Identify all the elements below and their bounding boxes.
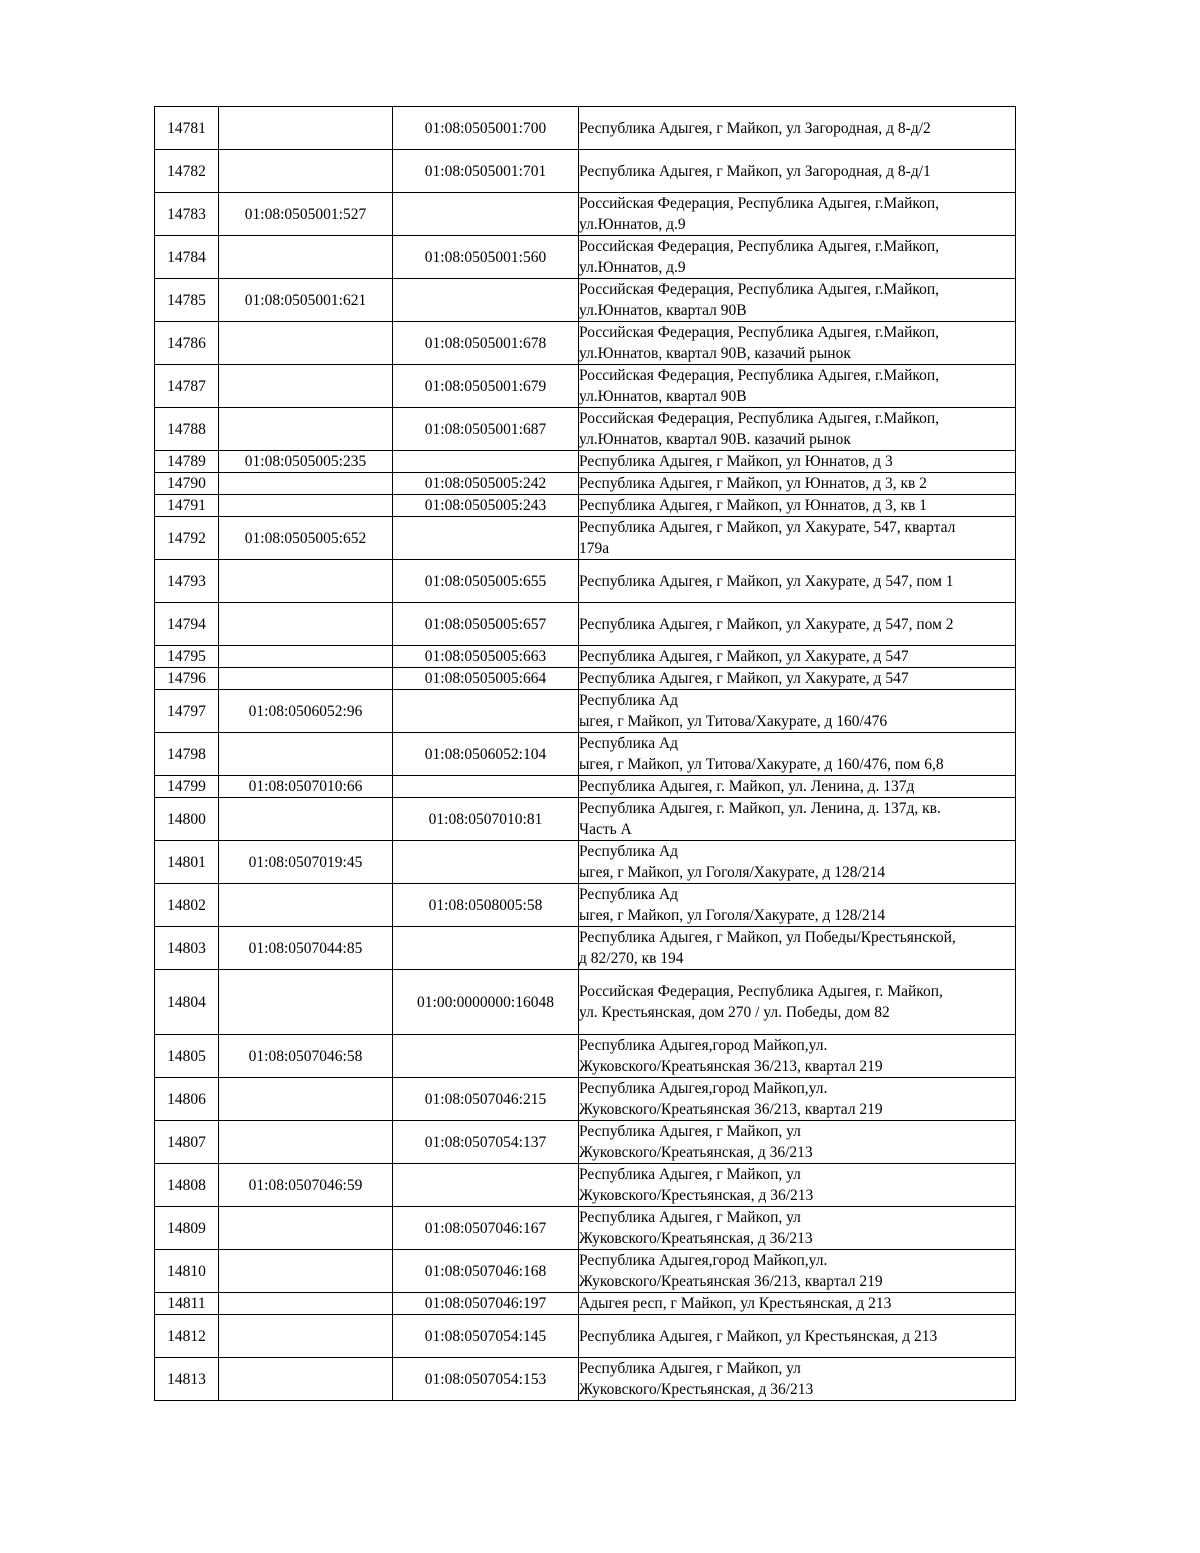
address-cell: Республика Адыгея, г Майкоп, ул Хакурате, д 547, пом 1	[579, 560, 1016, 603]
row-number: 14809	[155, 1207, 219, 1250]
row-number: 14796	[155, 668, 219, 690]
land-cadastral-number: 01:08:0505005:235	[219, 451, 393, 473]
address-cell: Республика Адыгея, г. Майкоп, ул. Ленина, д. 137д	[579, 776, 1016, 798]
table-row	[155, 150, 1016, 193]
land-cadastral-number: 01:08:0507044:85	[219, 927, 393, 970]
land-cadastral-number	[219, 884, 393, 927]
row-number: 14783	[155, 193, 219, 236]
address-cell: Республика Адыгея, г Майкоп, ул Хакурате, 547, квартал 179а	[579, 517, 1016, 560]
building-cadastral-number: 01:08:0507046:168	[393, 1250, 579, 1293]
address-cell: Республика Адыгея, г Майкоп, ул Хакурате, д 547, пом 2	[579, 603, 1016, 646]
table-row	[155, 107, 1016, 150]
building-cadastral-number	[393, 776, 579, 798]
row-number: 14781	[155, 107, 219, 150]
land-cadastral-number	[219, 365, 393, 408]
table-row	[155, 1121, 1016, 1164]
row-number: 14792	[155, 517, 219, 560]
row-number: 14784	[155, 236, 219, 279]
land-cadastral-number: 01:08:0505001:527	[219, 193, 393, 236]
row-number: 14791	[155, 495, 219, 517]
table-row	[155, 733, 1016, 776]
land-cadastral-number	[219, 1250, 393, 1293]
building-cadastral-number	[393, 841, 579, 884]
land-cadastral-number	[219, 150, 393, 193]
building-cadastral-number: 01:08:0505005:242	[393, 473, 579, 495]
address-cell: Республика Адыгея, г Майкоп, ул Жуковского/Креатьянская, д 36/213	[579, 1207, 1016, 1250]
row-number: 14795	[155, 646, 219, 668]
table-row	[155, 1315, 1016, 1358]
address-cell: Республика Адыгея, г. Майкоп, ул. Ленина, д. 137д, кв. Часть А	[579, 798, 1016, 841]
building-cadastral-number: 01:08:0505001:678	[393, 322, 579, 365]
table-row	[155, 776, 1016, 798]
row-number: 14798	[155, 733, 219, 776]
table-row	[155, 279, 1016, 322]
table-row	[155, 495, 1016, 517]
table-row	[155, 1250, 1016, 1293]
table-row	[155, 560, 1016, 603]
address-cell: Республика Адыгея, г Майкоп, ул Юннатов, д 3, кв 1	[579, 495, 1016, 517]
address-cell: Республика Адыгея,город Майкоп,ул. Жуковского/Креатьянская 36/213, квартал 219	[579, 1250, 1016, 1293]
building-cadastral-number: 01:08:0505001:700	[393, 107, 579, 150]
building-cadastral-number: 01:08:0505005:243	[393, 495, 579, 517]
row-number: 14794	[155, 603, 219, 646]
building-cadastral-number: 01:08:0507054:145	[393, 1315, 579, 1358]
land-cadastral-number: 01:08:0506052:96	[219, 690, 393, 733]
building-cadastral-number	[393, 193, 579, 236]
land-cadastral-number: 01:08:0507010:66	[219, 776, 393, 798]
address-cell: Республика Адыгея, г Майкоп, ул Загородная, д 8-д/2	[579, 107, 1016, 150]
address-cell: Республика Ад ыгея, г Майкоп, ул Титова/Хакурате, д 160/476	[579, 690, 1016, 733]
table-row	[155, 365, 1016, 408]
row-number: 14807	[155, 1121, 219, 1164]
building-cadastral-number: 01:08:0508005:58	[393, 884, 579, 927]
row-number: 14806	[155, 1078, 219, 1121]
row-number: 14790	[155, 473, 219, 495]
address-cell: Республика Адыгея, г Майкоп, ул Жуковского/Крестьянская, д 36/213	[579, 1164, 1016, 1207]
land-cadastral-number	[219, 473, 393, 495]
land-cadastral-number	[219, 495, 393, 517]
row-number: 14782	[155, 150, 219, 193]
land-cadastral-number	[219, 1358, 393, 1401]
address-cell: Республика Адыгея, г Майкоп, ул Хакурате, д 547	[579, 668, 1016, 690]
row-number: 14800	[155, 798, 219, 841]
row-number: 14813	[155, 1358, 219, 1401]
land-cadastral-number	[219, 236, 393, 279]
building-cadastral-number: 01:08:0505005:663	[393, 646, 579, 668]
building-cadastral-number: 01:08:0507054:153	[393, 1358, 579, 1401]
row-number: 14788	[155, 408, 219, 451]
land-cadastral-number	[219, 107, 393, 150]
row-number: 14786	[155, 322, 219, 365]
address-cell: Российская Федерация, Республика Адыгея, г.Майкоп, ул.Юннатов, квартал 90В, казачий рынок	[579, 322, 1016, 365]
land-cadastral-number	[219, 1293, 393, 1315]
table-row	[155, 1358, 1016, 1401]
building-cadastral-number: 01:08:0507010:81	[393, 798, 579, 841]
row-number: 14801	[155, 841, 219, 884]
address-cell: Российская Федерация, Республика Адыгея, г.Майкоп, ул.Юннатов, квартал 90В. казачий рынок	[579, 408, 1016, 451]
land-cadastral-number: 01:08:0505001:621	[219, 279, 393, 322]
row-number: 14805	[155, 1035, 219, 1078]
building-cadastral-number	[393, 279, 579, 322]
property-registry-table	[154, 106, 1016, 1401]
table-row	[155, 668, 1016, 690]
row-number: 14812	[155, 1315, 219, 1358]
land-cadastral-number	[219, 408, 393, 451]
row-number: 14787	[155, 365, 219, 408]
building-cadastral-number: 01:00:0000000:16048	[393, 970, 579, 1035]
row-number: 14799	[155, 776, 219, 798]
building-cadastral-number: 01:08:0506052:104	[393, 733, 579, 776]
land-cadastral-number: 01:08:0507046:58	[219, 1035, 393, 1078]
table-row	[155, 1207, 1016, 1250]
row-number: 14810	[155, 1250, 219, 1293]
land-cadastral-number	[219, 322, 393, 365]
address-cell: Республика Адыгея, г Майкоп, ул Победы/Крестьянской, д 82/270, кв 194	[579, 927, 1016, 970]
table-row	[155, 798, 1016, 841]
row-number: 14804	[155, 970, 219, 1035]
row-number: 14797	[155, 690, 219, 733]
land-cadastral-number	[219, 970, 393, 1035]
address-cell: Республика Адыгея, г Майкоп, ул Жуковского/Креатьянская, д 36/213	[579, 1121, 1016, 1164]
land-cadastral-number	[219, 798, 393, 841]
table-row	[155, 517, 1016, 560]
registry-body	[155, 107, 1016, 1401]
table-row	[155, 646, 1016, 668]
address-cell: Республика Адыгея,город Майкоп,ул. Жуковского/Креатьянская 36/213, квартал 219	[579, 1078, 1016, 1121]
land-cadastral-number	[219, 646, 393, 668]
table-row	[155, 1164, 1016, 1207]
table-row	[155, 1293, 1016, 1315]
row-number: 14802	[155, 884, 219, 927]
address-cell: Республика Адыгея, г Майкоп, ул Юннатов, д 3, кв 2	[579, 473, 1016, 495]
row-number: 14803	[155, 927, 219, 970]
building-cadastral-number: 01:08:0507054:137	[393, 1121, 579, 1164]
building-cadastral-number: 01:08:0507046:215	[393, 1078, 579, 1121]
table-row	[155, 236, 1016, 279]
building-cadastral-number	[393, 451, 579, 473]
address-cell: Российская Федерация, Республика Адыгея, г.Майкоп, ул.Юннатов, квартал 90В	[579, 279, 1016, 322]
table-row	[155, 690, 1016, 733]
land-cadastral-number: 01:08:0507019:45	[219, 841, 393, 884]
table-row	[155, 1035, 1016, 1078]
address-cell: Республика Ад ыгея, г Майкоп, ул Титова/Хакурате, д 160/476, пом 6,8	[579, 733, 1016, 776]
building-cadastral-number: 01:08:0505001:679	[393, 365, 579, 408]
building-cadastral-number	[393, 1035, 579, 1078]
address-cell: Республика Адыгея, г Майкоп, ул Загородная, д 8-д/1	[579, 150, 1016, 193]
table-row	[155, 473, 1016, 495]
table-row	[155, 927, 1016, 970]
building-cadastral-number	[393, 1164, 579, 1207]
land-cadastral-number	[219, 560, 393, 603]
land-cadastral-number	[219, 733, 393, 776]
building-cadastral-number: 01:08:0505001:701	[393, 150, 579, 193]
land-cadastral-number	[219, 603, 393, 646]
land-cadastral-number: 01:08:0507046:59	[219, 1164, 393, 1207]
building-cadastral-number	[393, 927, 579, 970]
table-row	[155, 841, 1016, 884]
address-cell: Российская Федерация, Республика Адыгея, г.Майкоп, ул.Юннатов, д.9	[579, 193, 1016, 236]
building-cadastral-number: 01:08:0507046:197	[393, 1293, 579, 1315]
table-row	[155, 322, 1016, 365]
table-row	[155, 408, 1016, 451]
address-cell: Российская Федерация, Республика Адыгея, г.Майкоп, ул.Юннатов, квартал 90В	[579, 365, 1016, 408]
row-number: 14811	[155, 1293, 219, 1315]
table-row	[155, 1078, 1016, 1121]
address-cell: Адыгея респ, г Майкоп, ул Крестьянская, д 213	[579, 1293, 1016, 1315]
land-cadastral-number	[219, 1315, 393, 1358]
land-cadastral-number: 01:08:0505005:652	[219, 517, 393, 560]
row-number: 14808	[155, 1164, 219, 1207]
land-cadastral-number	[219, 1078, 393, 1121]
address-cell: Республика Адыгея,город Майкоп,ул. Жуковского/Креатьянская 36/213, квартал 219	[579, 1035, 1016, 1078]
building-cadastral-number: 01:08:0505005:655	[393, 560, 579, 603]
building-cadastral-number: 01:08:0507046:167	[393, 1207, 579, 1250]
address-cell: Республика Адыгея, г Майкоп, ул Жуковского/Крестьянская, д 36/213	[579, 1358, 1016, 1401]
row-number: 14785	[155, 279, 219, 322]
building-cadastral-number	[393, 517, 579, 560]
building-cadastral-number	[393, 690, 579, 733]
row-number: 14793	[155, 560, 219, 603]
land-cadastral-number	[219, 1207, 393, 1250]
land-cadastral-number	[219, 668, 393, 690]
table-row	[155, 451, 1016, 473]
address-cell: Российская Федерация, Республика Адыгея, г.Майкоп, ул.Юннатов, д.9	[579, 236, 1016, 279]
table-row	[155, 193, 1016, 236]
building-cadastral-number: 01:08:0505001:560	[393, 236, 579, 279]
building-cadastral-number: 01:08:0505005:664	[393, 668, 579, 690]
table-row	[155, 970, 1016, 1035]
building-cadastral-number: 01:08:0505001:687	[393, 408, 579, 451]
land-cadastral-number	[219, 1121, 393, 1164]
address-cell: Российская Федерация, Республика Адыгея, г. Майкоп, ул. Крестьянская, дом 270 / ул. Победы, дом 82	[579, 970, 1016, 1035]
row-number: 14789	[155, 451, 219, 473]
building-cadastral-number: 01:08:0505005:657	[393, 603, 579, 646]
address-cell: Республика Адыгея, г Майкоп, ул Хакурате, д 547	[579, 646, 1016, 668]
address-cell: Республика Ад ыгея, г Майкоп, ул Гоголя/Хакурате, д 128/214	[579, 841, 1016, 884]
address-cell: Республика Адыгея, г Майкоп, ул Крестьянская, д 213	[579, 1315, 1016, 1358]
table-row	[155, 884, 1016, 927]
table-row	[155, 603, 1016, 646]
address-cell: Республика Адыгея, г Майкоп, ул Юннатов, д 3	[579, 451, 1016, 473]
address-cell: Республика Ад ыгея, г Майкоп, ул Гоголя/Хакурате, д 128/214	[579, 884, 1016, 927]
